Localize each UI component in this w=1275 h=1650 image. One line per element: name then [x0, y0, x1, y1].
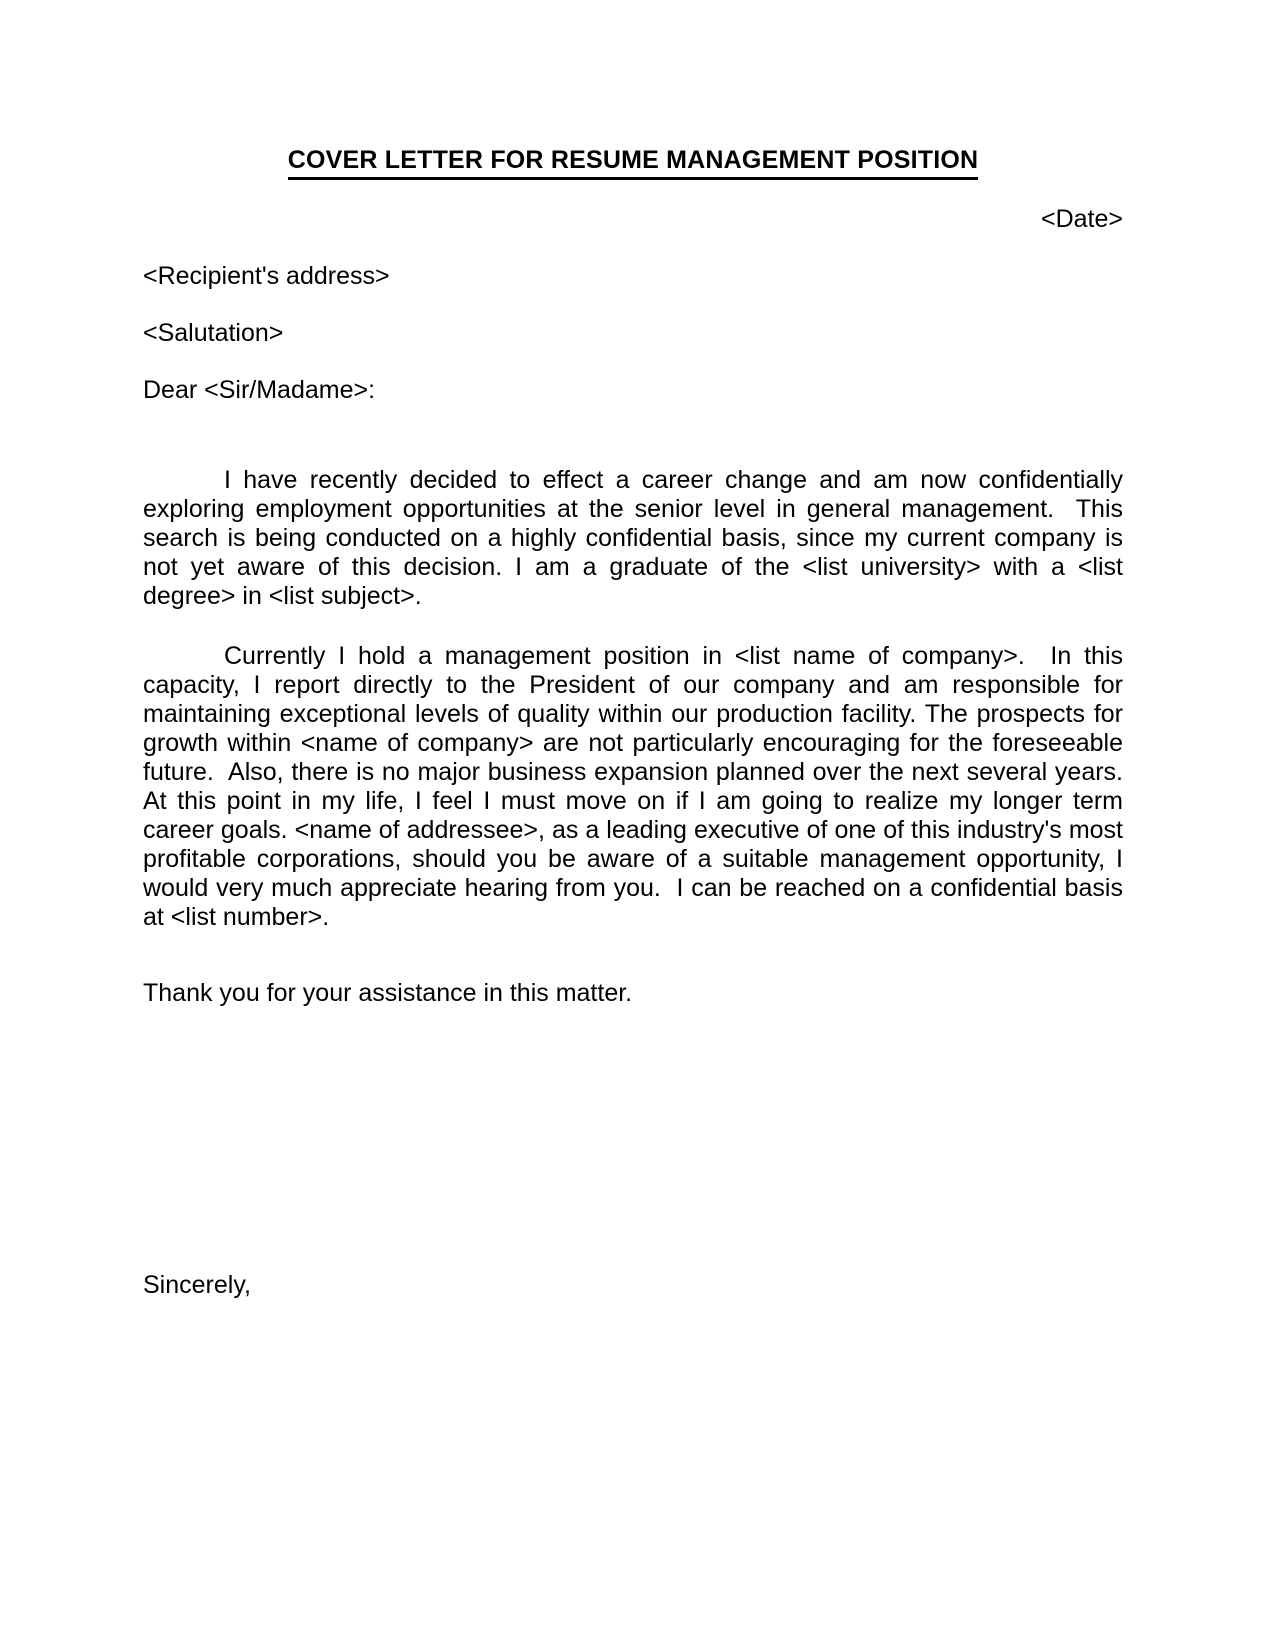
closing-sincerely: Sincerely, [143, 1271, 251, 1299]
date-placeholder: <Date> [1040, 205, 1123, 233]
document-title: COVER LETTER FOR RESUME MANAGEMENT POSITION [288, 146, 979, 180]
greeting-line: Dear <Sir/Madame>: [143, 376, 376, 404]
document-title-row [143, 146, 1123, 180]
salutation-placeholder: <Salutation> [143, 319, 284, 347]
recipient-address-placeholder: <Recipient's address> [143, 262, 390, 290]
thank-you-line: Thank you for your assistance in this matter. [143, 979, 633, 1007]
paragraph-current-position: Currently I hold a management position in <list name of company>. In this capacity, I report directly to the President of our company and am responsible for maintaining exceptional levels of quality within our production facility. The prospects for growth within <name of company> are not particularly encouraging for the foreseeable future. Also, there is no major business expansion planned over the next several years. At this point in my life, I feel I must move on if I am going to realize my longer term career goals. <name of addressee>, as a leading executive of one of this industry's most profitable corporations, should you be aware of a suitable management opportunity, I would very much appreciate hearing from you. I can be reached on a confidential basis at <list number>. [143, 642, 1123, 931]
paragraph-career-change: I have recently decided to effect a career change and am now confidentially exploring employment opportunities at the senior level in general management. This search is being conducted on a highly confidential basis, since my current company is not yet aware of this decision. I am a graduate of the <list university> with a <list degree> in <list subject>. [143, 466, 1123, 610]
